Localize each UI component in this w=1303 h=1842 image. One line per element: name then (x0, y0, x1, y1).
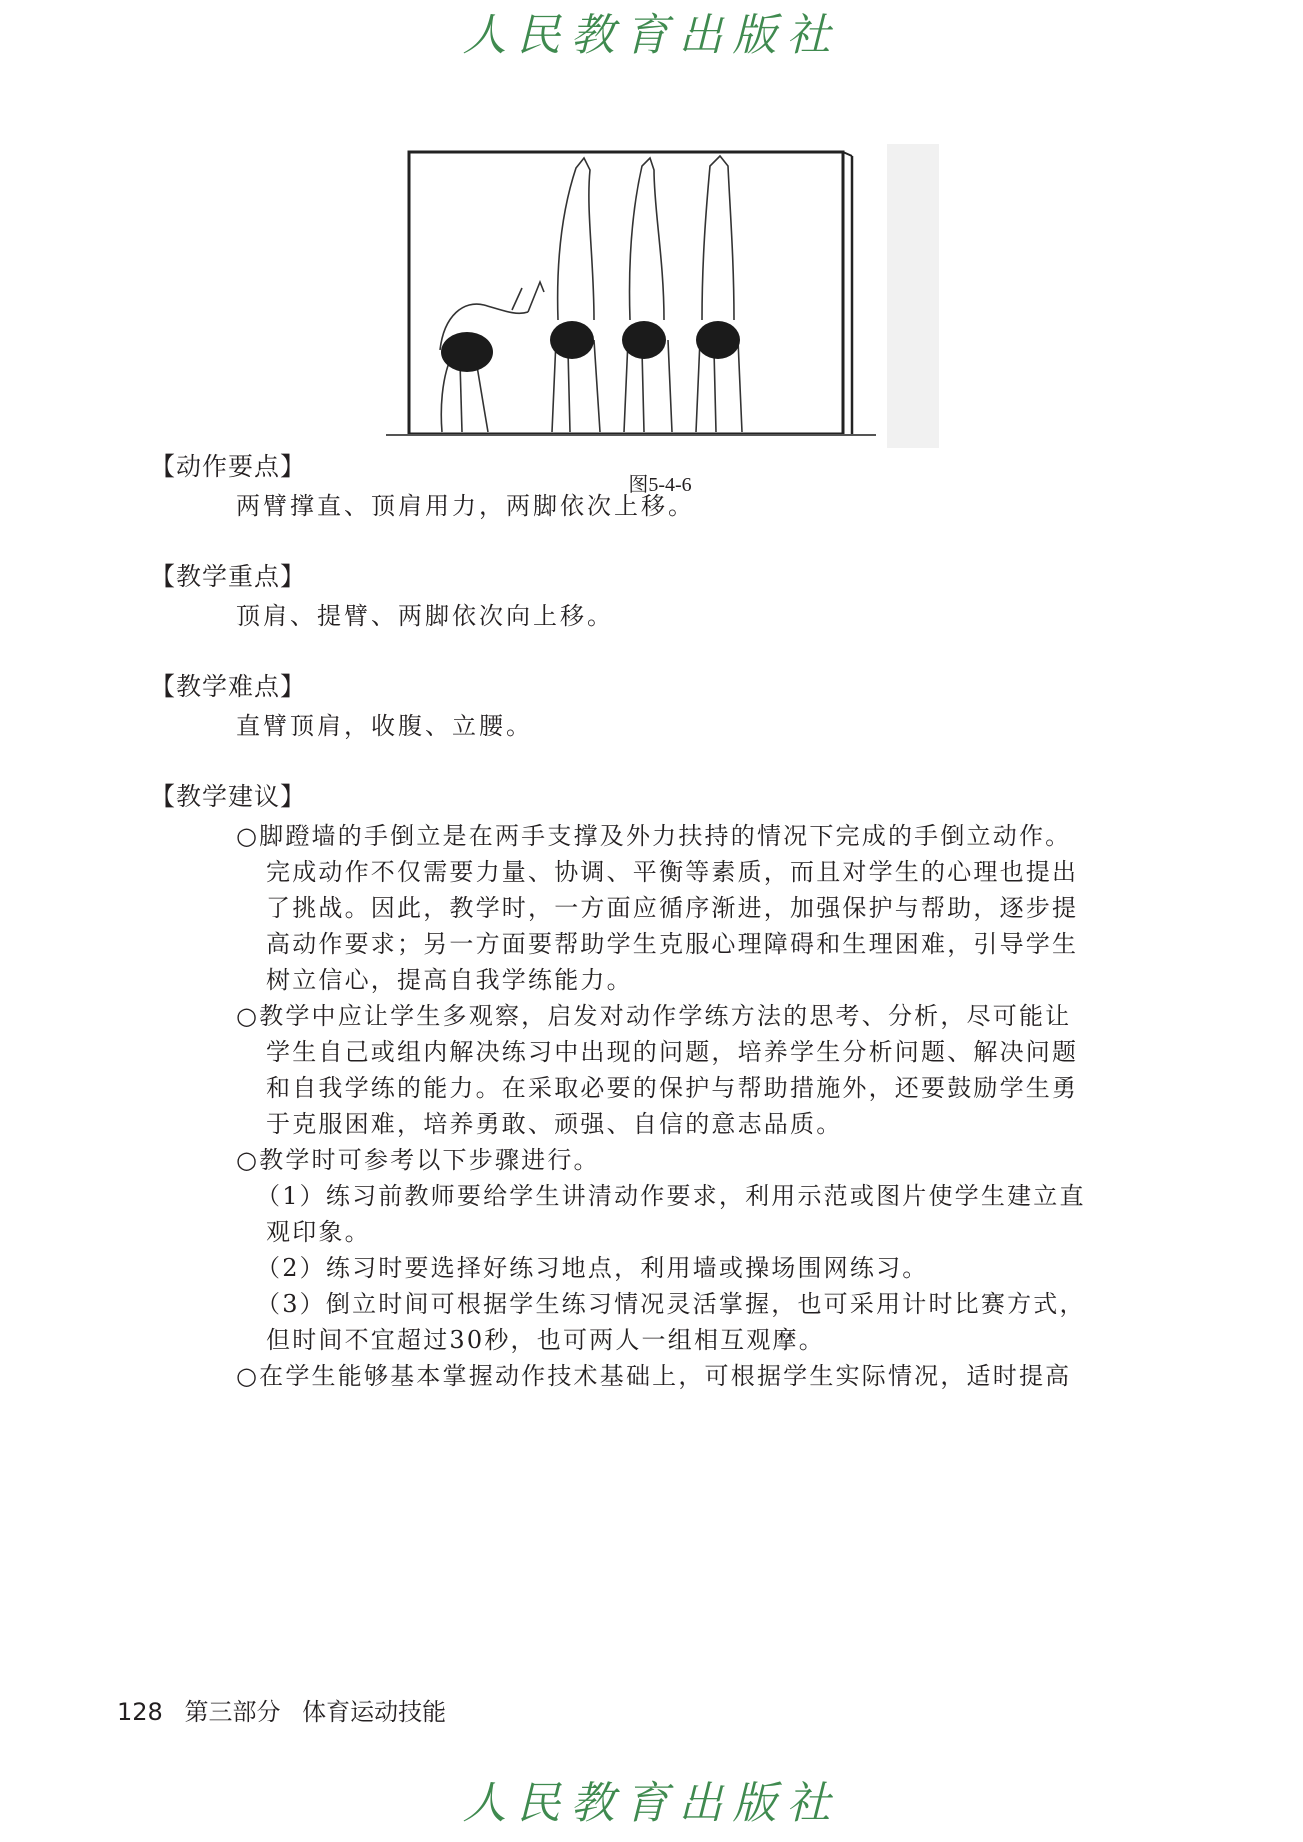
suggestion-line: 树立信心，提高自我学练能力。 (266, 966, 633, 994)
handstand-illustration (380, 140, 940, 460)
action-points-text: 两臂撑直、顶肩用力，两脚依次上移。 (236, 492, 695, 520)
heading-teaching-focus: 【教学重点】 (150, 562, 307, 591)
suggestion-line: 但时间不宜超过30秒，也可两人一组相互观摩。 (266, 1326, 825, 1354)
suggestion-line: 学生自己或组内解决练习中出现的问题，培养学生分析问题、解决问题 (266, 1038, 1079, 1066)
part-label: 第三部分 (184, 1698, 281, 1726)
chapter-title: 体育运动技能 (302, 1698, 447, 1726)
publisher-logo-top: 人民教育出版社 (462, 10, 841, 61)
suggestion-line: （2）练习时要选择好练习地点，利用墙或操场围网练习。 (256, 1254, 929, 1282)
suggestion-line: 高动作要求；另一方面要帮助学生克服心理障碍和生理困难，引导学生 (266, 930, 1079, 958)
suggestion-line: 于克服困难，培养勇敢、顽强、自信的意志品质。 (266, 1110, 843, 1138)
heading-teaching-suggestions: 【教学建议】 (150, 782, 307, 811)
suggestion-line: 和自我学练的能力。在采取必要的保护与帮助措施外，还要鼓励学生勇 (266, 1074, 1079, 1102)
heading-action-points: 【动作要点】 (150, 452, 307, 481)
suggestion-line: （1）练习前教师要给学生讲清动作要求，利用示范或图片使学生建立直 (256, 1182, 1086, 1210)
heading-teaching-difficulty: 【教学难点】 (150, 672, 307, 701)
page-footer (117, 1692, 460, 1727)
suggestion-line: 完成动作不仅需要力量、协调、平衡等素质，而且对学生的心理也提出 (266, 858, 1079, 886)
suggestion-line: ○教学中应让学生多观察，启发对动作学练方法的思考、分析，尽可能让 (236, 1002, 1072, 1030)
publisher-logo-bottom: 人民教育出版社 (462, 1778, 841, 1829)
suggestion-line: 了挑战。因此，教学时，一方面应循序渐进，加强保护与帮助，逐步提 (266, 894, 1079, 922)
suggestion-line: ○教学时可参考以下步骤进行。 (236, 1146, 600, 1174)
suggestion-line: 观印象。 (266, 1218, 371, 1246)
figure-caption: 图5-4-6 (628, 474, 692, 496)
suggestion-line: （3）倒立时间可根据学生练习情况灵活掌握，也可采用计时比赛方式， (256, 1290, 1086, 1318)
teaching-difficulty-text: 直臂顶肩，收腹、立腰。 (236, 712, 533, 740)
suggestion-line: ○脚蹬墙的手倒立是在两手支撑及外力扶持的情况下完成的手倒立动作。 (236, 822, 1072, 850)
teaching-focus-text: 顶肩、提臂、两脚依次向上移。 (236, 602, 614, 630)
page-number: 128 (117, 1698, 163, 1726)
suggestion-line: ○在学生能够基本掌握动作技术基础上，可根据学生实际情况，适时提高 (236, 1362, 1072, 1390)
